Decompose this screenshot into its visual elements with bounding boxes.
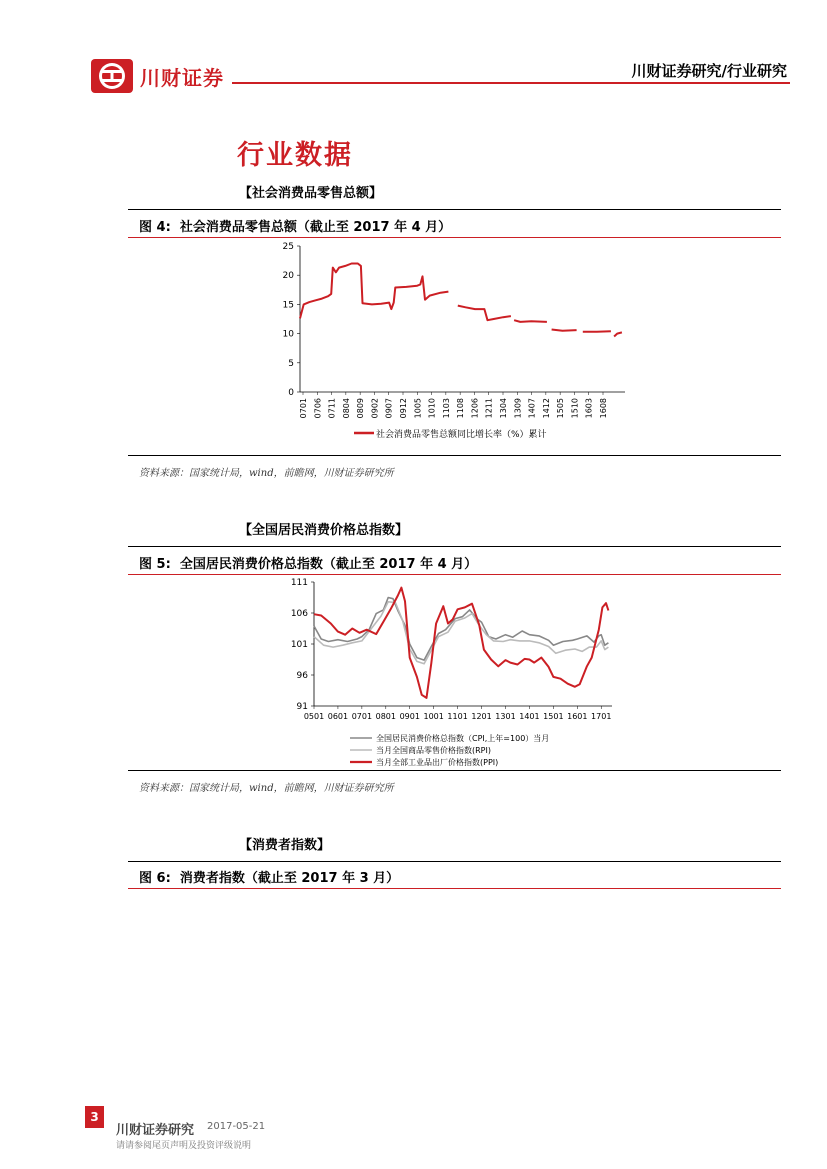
legend-label: 全国居民消费价格总指数（CPI,上年=100）当月 bbox=[376, 734, 550, 743]
figure-label: 图 6: bbox=[139, 871, 171, 886]
x-tick-label: 0701 bbox=[299, 398, 308, 419]
x-tick-label: 1505 bbox=[556, 398, 566, 419]
x-tick-label: 1304 bbox=[499, 398, 508, 419]
header-title: 川财证券研究/行业研究 bbox=[631, 62, 787, 80]
x-tick-label: 1103 bbox=[441, 398, 451, 419]
figure-bottom-rule bbox=[128, 237, 781, 238]
footer-disclaimer: 请请参阅尾页声明及投资评级说明 bbox=[116, 1141, 252, 1151]
y-tick-label: 25 bbox=[282, 242, 294, 252]
x-tick-label: 0912 bbox=[399, 398, 408, 419]
retail-sales-chart bbox=[270, 240, 640, 445]
x-tick-label: 1201 bbox=[471, 712, 492, 721]
footer-date: 2017-05-21 bbox=[207, 1121, 266, 1132]
x-tick-label: 1608 bbox=[599, 398, 608, 419]
x-tick-label: 1601 bbox=[567, 712, 588, 721]
company-logo bbox=[91, 59, 133, 93]
x-tick-label: 1206 bbox=[470, 398, 480, 419]
y-tick-label: 96 bbox=[296, 671, 308, 681]
retail-series-line bbox=[300, 264, 622, 337]
y-tick-label: 91 bbox=[296, 702, 308, 712]
x-tick-label: 0901 bbox=[399, 712, 420, 721]
x-tick-label: 1401 bbox=[519, 712, 540, 721]
x-tick-label: 1211 bbox=[484, 398, 494, 419]
cpi-series-line bbox=[314, 588, 608, 698]
x-tick-label: 1108 bbox=[456, 398, 466, 419]
y-tick-label: 0 bbox=[288, 388, 294, 398]
legend-label: 当月全部工业品出厂价格指数(PPI) bbox=[376, 758, 499, 767]
y-tick-label: 111 bbox=[290, 578, 308, 588]
section-title: 行业数据 bbox=[237, 140, 353, 171]
figure-caption: 消费者指数（截止至 2017 年 3 月） bbox=[179, 871, 400, 886]
figure-bottom-rule bbox=[128, 888, 781, 889]
subhead-consumer: 【消费者指数】 bbox=[239, 838, 331, 853]
header-rule bbox=[232, 82, 790, 84]
figure-top-rule bbox=[128, 861, 781, 862]
footer-company: 川财证券研究 bbox=[116, 1123, 195, 1138]
page-number: 3 bbox=[85, 1106, 104, 1128]
legend-label: 社会消费品零售总额同比增长率（%）累计 bbox=[376, 430, 547, 440]
x-tick-label: 1101 bbox=[447, 712, 468, 721]
figure-top-rule bbox=[128, 209, 781, 210]
figure-5-title bbox=[139, 553, 477, 572]
figure-4-source: 资料来源：国家统计局，wind，前瞻网，川财证券研究所 bbox=[139, 468, 394, 479]
x-tick-label: 1005 bbox=[413, 398, 423, 419]
x-tick-label: 0701 bbox=[351, 712, 373, 721]
x-tick-label: 1510 bbox=[570, 398, 580, 419]
x-tick-label: 1010 bbox=[427, 398, 437, 419]
x-tick-label: 0601 bbox=[327, 712, 349, 721]
company-name: 川财证券 bbox=[140, 66, 224, 90]
x-tick-label: 1412 bbox=[541, 398, 551, 419]
figure-top-rule bbox=[128, 546, 781, 547]
y-tick-label: 5 bbox=[288, 358, 294, 369]
x-tick-label: 0711 bbox=[327, 398, 337, 419]
figure-label: 图 4: bbox=[139, 220, 171, 235]
y-tick-label: 15 bbox=[282, 300, 294, 311]
figure-6-title bbox=[139, 867, 399, 886]
x-tick-label: 0804 bbox=[341, 398, 351, 419]
figure-5-source: 资料来源：国家统计局，wind，前瞻网，川财证券研究所 bbox=[139, 783, 394, 794]
x-tick-label: 1301 bbox=[495, 712, 516, 721]
x-tick-label: 0809 bbox=[356, 398, 366, 419]
y-tick-label: 106 bbox=[290, 609, 308, 619]
figure-caption: 全国居民消费价格总指数（截止至 2017 年 4 月） bbox=[179, 557, 478, 572]
y-tick-label: 20 bbox=[282, 271, 294, 282]
figure-caption: 社会消费品零售总额（截止至 2017 年 4 月） bbox=[179, 220, 452, 235]
x-tick-label: 1309 bbox=[513, 398, 523, 419]
x-tick-label: 0801 bbox=[375, 712, 396, 721]
x-tick-label: 1001 bbox=[423, 712, 444, 721]
cpi-chart bbox=[270, 576, 640, 770]
x-tick-label: 1603 bbox=[584, 398, 594, 419]
source-rule bbox=[128, 770, 781, 771]
y-tick-label: 101 bbox=[290, 640, 308, 650]
subhead-cpi: 【全国居民消费价格总指数】 bbox=[239, 523, 409, 538]
x-tick-label: 0501 bbox=[303, 712, 325, 721]
x-tick-label: 1701 bbox=[591, 712, 612, 721]
x-tick-label: 1501 bbox=[543, 712, 564, 721]
figure-bottom-rule bbox=[128, 574, 781, 575]
source-rule bbox=[128, 455, 781, 456]
legend-label: 当月全国商品零售价格指数(RPI) bbox=[376, 746, 491, 755]
x-tick-label: 0706 bbox=[313, 398, 323, 419]
x-tick-label: 0902 bbox=[370, 398, 380, 419]
x-tick-label: 0907 bbox=[384, 398, 394, 419]
figure-label: 图 5: bbox=[139, 557, 171, 572]
x-tick-label: 1407 bbox=[527, 398, 537, 419]
subhead-retail: 【社会消费品零售总额】 bbox=[239, 186, 383, 201]
figure-4-title bbox=[139, 216, 451, 235]
y-tick-label: 10 bbox=[282, 329, 294, 340]
